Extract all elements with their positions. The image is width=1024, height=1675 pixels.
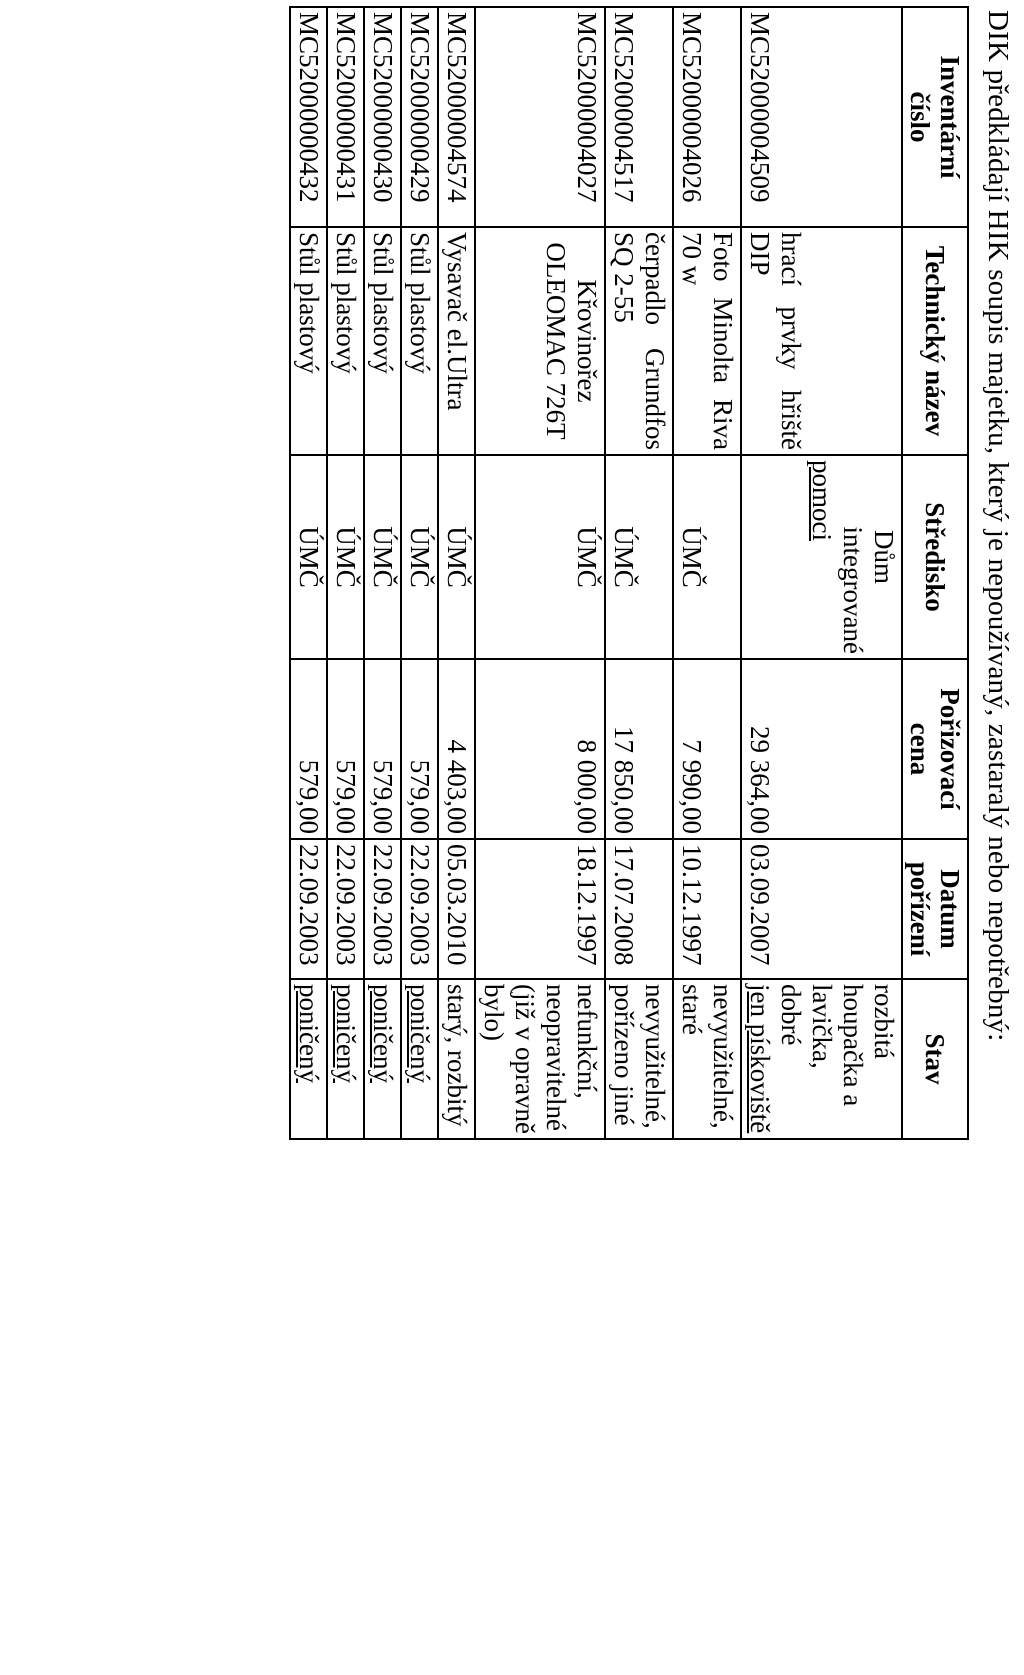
header-center: Středisko xyxy=(902,455,968,659)
cell-state: poničený xyxy=(401,979,438,1139)
cell-state: rozbitá houpačka a lavička, dobré jen pískoviště xyxy=(741,979,902,1139)
table-row xyxy=(401,7,438,1139)
cell-center: ÚMČ xyxy=(401,455,438,659)
cell-inventory-number: MC52000004509 xyxy=(741,7,902,227)
cell-center: ÚMČ xyxy=(290,455,327,659)
cell-center: ÚMČ xyxy=(327,455,364,659)
table-row xyxy=(741,7,902,1139)
cell-center: ÚMČ xyxy=(475,455,605,659)
table-header-row xyxy=(902,7,968,1139)
cell-inventory-number: MC52000000432 xyxy=(290,7,327,227)
cell-price: 8 000,00 xyxy=(475,659,605,839)
header-technical-name: Technický název xyxy=(902,227,968,455)
cell-inventory-number: MC52000004574 xyxy=(438,7,475,227)
cell-inventory-number: MC52000004517 xyxy=(605,7,673,227)
table-row xyxy=(327,7,364,1139)
table-row xyxy=(290,7,327,1139)
cell-price: 579,00 xyxy=(290,659,327,839)
cell-technical-name: Stůl plastový xyxy=(401,227,438,455)
cell-date: 22.09.2003 xyxy=(401,839,438,979)
cell-state: nefunkční, neopravitelné (již v opravně bylo) xyxy=(475,979,605,1139)
cell-date: 22.09.2003 xyxy=(290,839,327,979)
cell-technical-name: hrací prvky hřiště DIP xyxy=(741,227,902,455)
cell-center: ÚMČ xyxy=(438,455,475,659)
cell-date: 10.12.1997 xyxy=(673,839,741,979)
cell-price: 579,00 xyxy=(327,659,364,839)
cell-state: poničený xyxy=(290,979,327,1139)
header-inventory-number: Inventární číslo xyxy=(902,7,968,227)
table-row xyxy=(364,7,401,1139)
table-row xyxy=(605,7,673,1139)
table-row xyxy=(475,7,605,1139)
cell-technical-name: Stůl plastový xyxy=(364,227,401,455)
cell-center: ÚMČ xyxy=(364,455,401,659)
cell-date: 17.07.2008 xyxy=(605,839,673,979)
cell-date: 22.09.2003 xyxy=(364,839,401,979)
cell-inventory-number: MC52000000429 xyxy=(401,7,438,227)
header-date: Datum pořízení xyxy=(902,839,968,979)
cell-date: 05.03.2010 xyxy=(438,839,475,979)
cell-state: nevyužitelné, staré xyxy=(673,979,741,1139)
cell-center: Dům integrované pomoci xyxy=(741,455,902,659)
cell-inventory-number: MC52000000430 xyxy=(364,7,401,227)
cell-price: 17 850,00 xyxy=(605,659,673,839)
cell-state: poničený xyxy=(364,979,401,1139)
cell-technical-name: Stůl plastový xyxy=(327,227,364,455)
cell-technical-name: Křovinořez OLEOMAC 726T xyxy=(475,227,605,455)
cell-state: poničený xyxy=(327,979,364,1139)
cell-price: 579,00 xyxy=(364,659,401,839)
cell-inventory-number: MC52000004026 xyxy=(673,7,741,227)
intro-text: DIK předkládají HIK soupis majetku, který je nepoužívaný, zastaralý nebo nepotřebný: xyxy=(982,10,1014,1042)
cell-center: ÚMČ xyxy=(673,455,741,659)
header-state: Stav xyxy=(902,979,968,1139)
cell-price: 4 403,00 xyxy=(438,659,475,839)
cell-price: 29 364,00 xyxy=(741,659,902,839)
cell-technical-name: čerpadlo Grundfos SQ 2-55 xyxy=(605,227,673,455)
cell-inventory-number: MC52000000431 xyxy=(327,7,364,227)
cell-date: 03.09.2007 xyxy=(741,839,902,979)
cell-center: ÚMČ xyxy=(605,455,673,659)
cell-inventory-number: MC52000004027 xyxy=(475,7,605,227)
asset-table xyxy=(289,6,969,1140)
table-row xyxy=(673,7,741,1139)
cell-date: 22.09.2003 xyxy=(327,839,364,979)
header-price: Pořizovací cena xyxy=(902,659,968,839)
cell-technical-name: Vysavač el.Ultra xyxy=(438,227,475,455)
cell-state: starý, rozbitý xyxy=(438,979,475,1139)
cell-price: 579,00 xyxy=(401,659,438,839)
cell-date: 18.12.1997 xyxy=(475,839,605,979)
table-row xyxy=(438,7,475,1139)
cell-technical-name: Foto Minolta Riva 70 w xyxy=(673,227,741,455)
cell-price: 7 990,00 xyxy=(673,659,741,839)
cell-technical-name: Stůl plastový xyxy=(290,227,327,455)
cell-state: nevyužitelné, pořízeno jiné xyxy=(605,979,673,1139)
